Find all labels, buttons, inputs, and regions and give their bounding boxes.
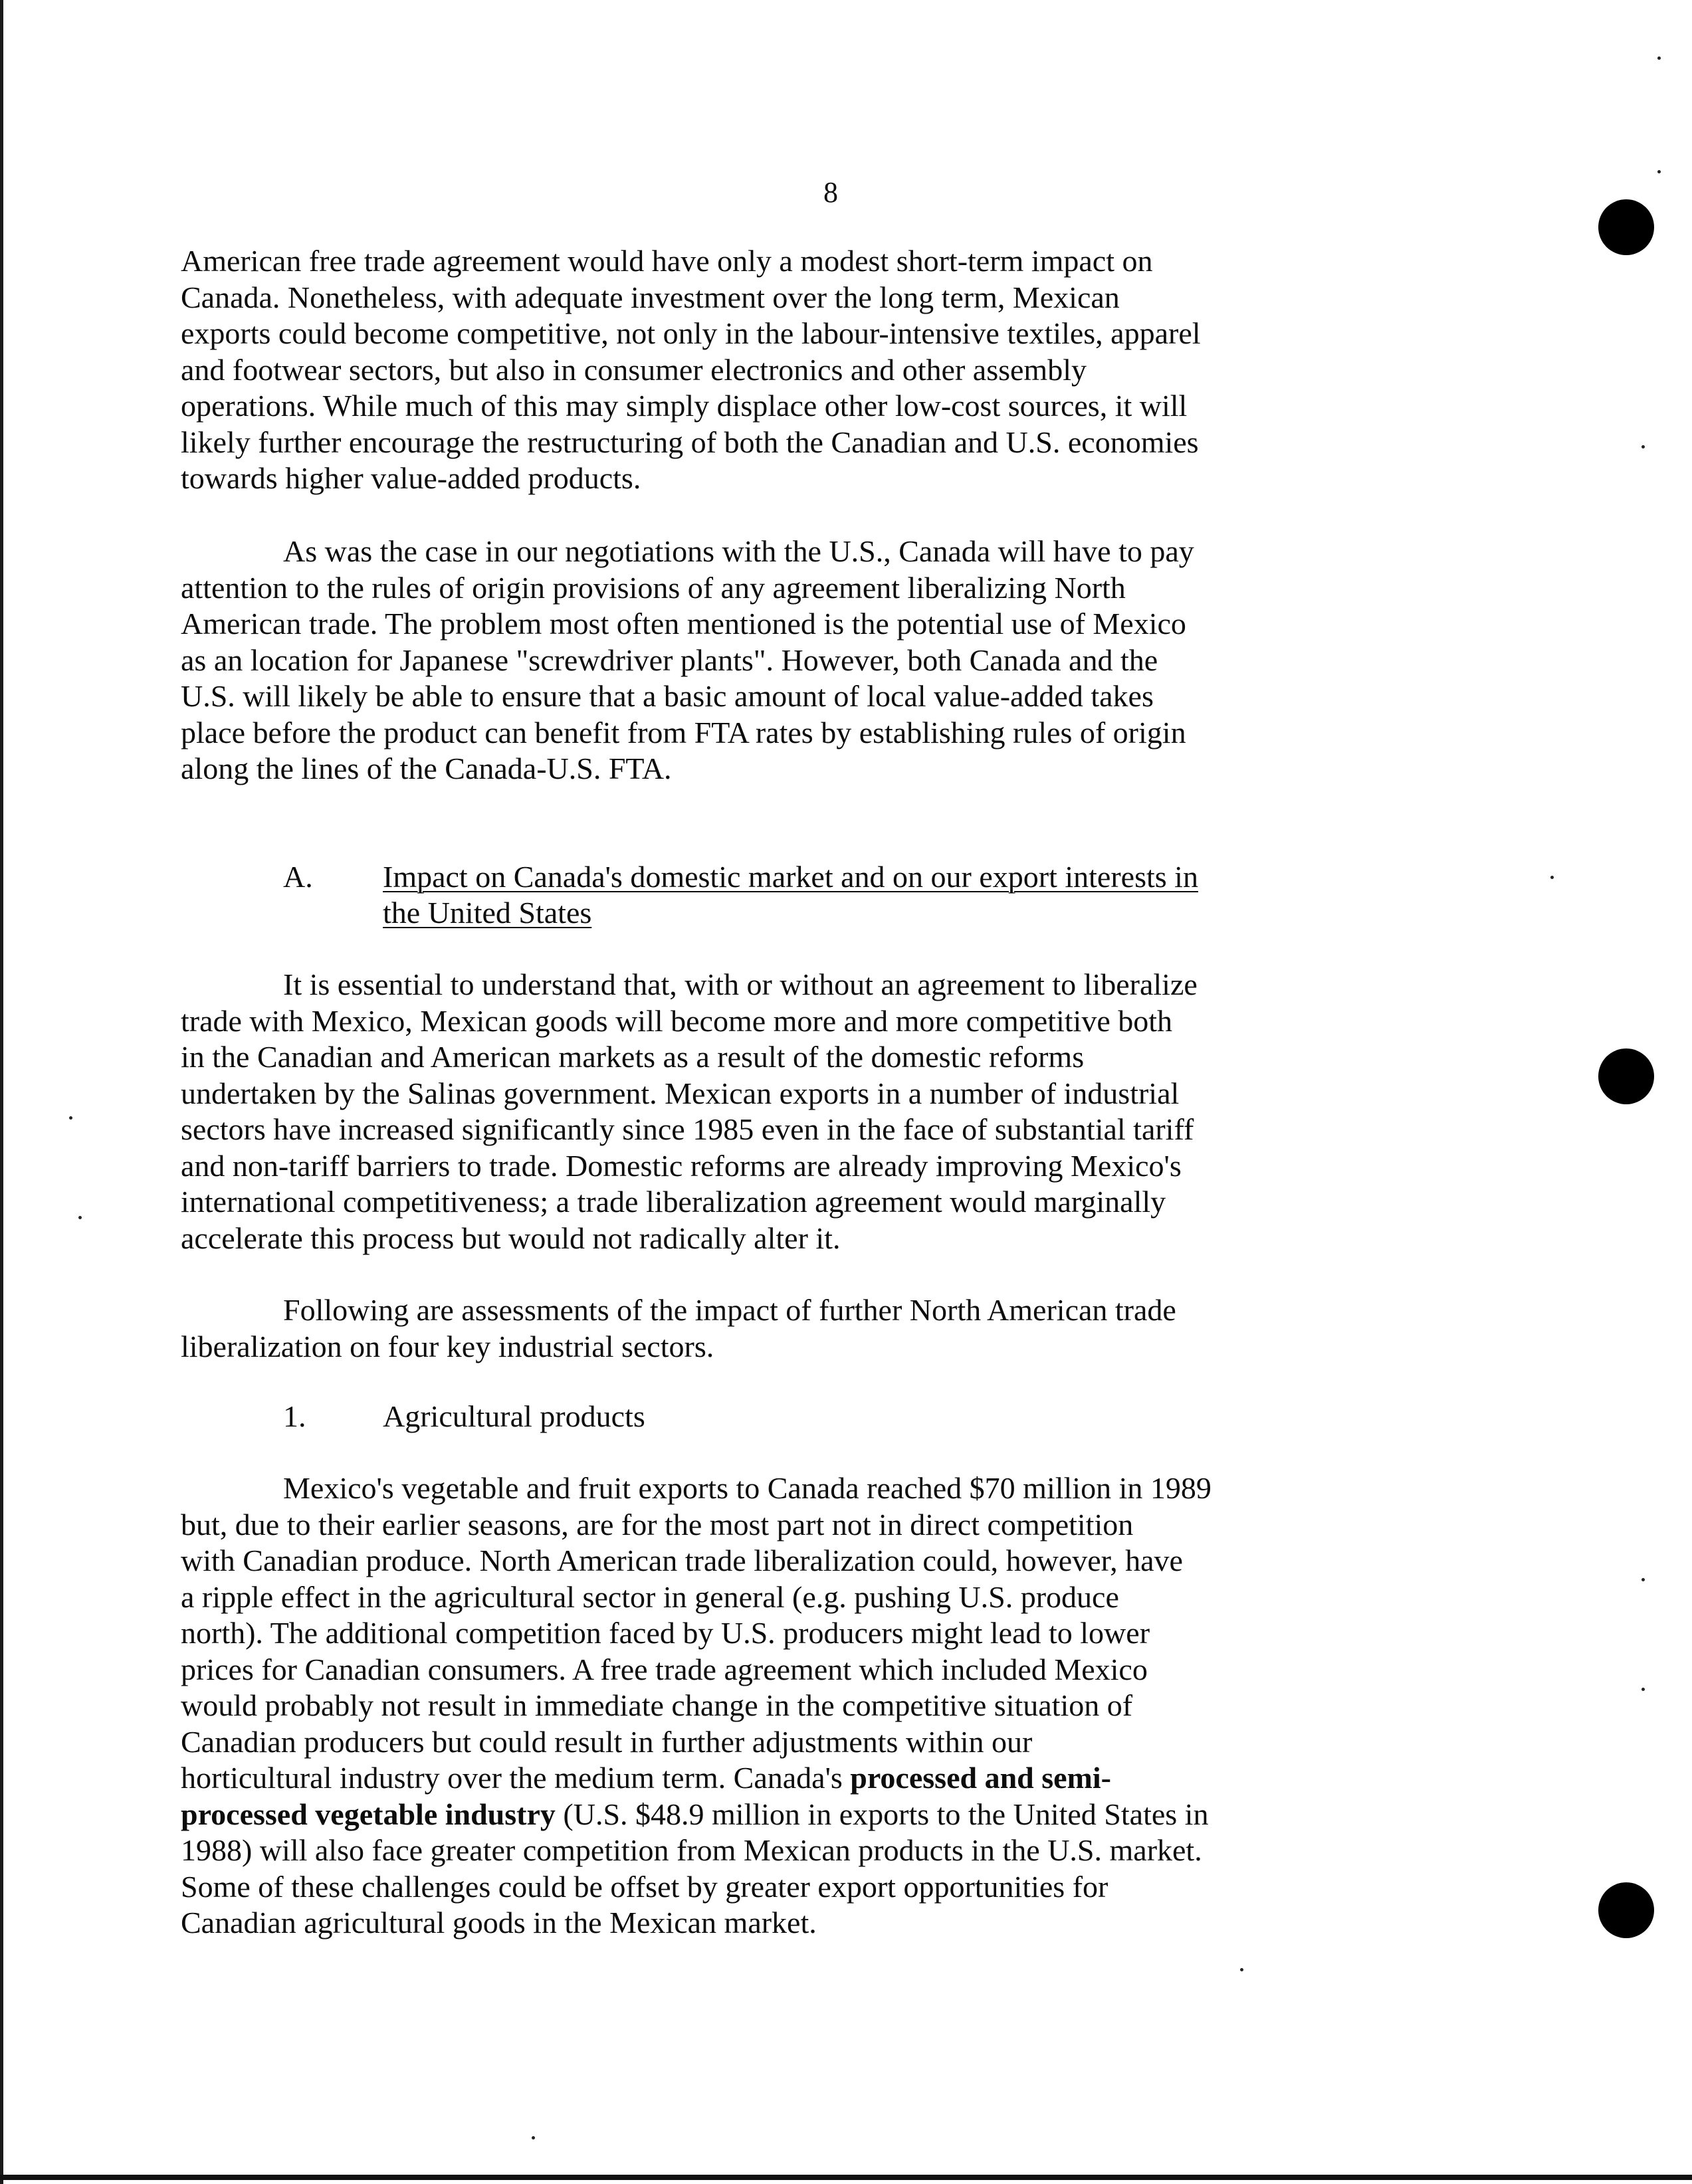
text-line: American trade. The problem most often mentioned is the potential use of Mexico: [181, 607, 1186, 641]
scan-speck: [1641, 1578, 1645, 1581]
scan-speck: [1641, 1688, 1645, 1691]
scan-speck: [1240, 1968, 1243, 1971]
scan-speck: [69, 1116, 72, 1120]
text-line: 1988) will also face greater competition from Mexican products in the U.S. market.: [181, 1833, 1202, 1867]
text-line: Mexico's vegetable and fruit exports to Canada reached $70 million in 1989: [283, 1471, 1212, 1505]
text-line: Canadian producers but could result in further adjustments within our: [181, 1724, 1033, 1759]
text-line: place before the product can benefit from FTA rates by establishing rules of origin: [181, 715, 1186, 749]
text-line: with Canadian produce. North American trade liberalization could, however, have: [181, 1543, 1183, 1577]
scan-speck: [78, 1216, 82, 1219]
page-left-edge: [0, 0, 3, 2184]
text-line: and non-tariff barriers to trade. Domestic reforms are already improving Mexico's: [181, 1148, 1182, 1183]
page-bottom-edge: [0, 2175, 1692, 2180]
text-line: trade with Mexico, Mexican goods will become more and more competitive both: [181, 1003, 1173, 1038]
subsection-title: Agricultural products: [383, 1399, 645, 1433]
punch-hole: [1598, 1882, 1654, 1938]
text-run: horticultural industry over the medium term. Canada's: [181, 1761, 851, 1795]
text-line: north). The additional competition faced by U.S. producers might lead to lower: [181, 1616, 1150, 1650]
paragraph-5: [181, 1470, 1489, 1941]
text-line: exports could become competitive, not only in the labour-intensive textiles, apparel: [181, 316, 1201, 350]
text-line: but, due to their earlier seasons, are for the most part not in direct competition: [181, 1507, 1134, 1541]
page-number: 8: [823, 176, 838, 209]
text-line: liberalization on four key industrial sectors.: [181, 1329, 714, 1363]
text-line: as an location for Japanese "screwdriver plants". However, both Canada and the: [181, 643, 1158, 677]
section-label: A.: [283, 860, 313, 894]
punch-hole: [1598, 199, 1654, 255]
scan-speck: [1550, 876, 1554, 879]
text-line: international competitiveness; a trade liberalization agreement would marginally: [181, 1185, 1166, 1219]
paragraph-4: [181, 1292, 1489, 1365]
text-line: U.S. will likely be able to ensure that a basic amount of local value-added takes: [181, 679, 1154, 713]
section-title: [383, 859, 1513, 931]
text-line: Following are assessments of the impact of further North American trade: [283, 1293, 1176, 1327]
text-line: Canadian agricultural goods in the Mexican market.: [181, 1906, 817, 1939]
text-line: [181, 1760, 1489, 1797]
punch-hole: [1598, 1048, 1654, 1104]
text-line: likely further encourage the restructuring of both the Canadian and U.S. economies: [181, 425, 1199, 459]
text-line: sectors have increased significantly since 1985 even in the face of substantial tariff: [181, 1112, 1194, 1146]
text-line: accelerate this process but would not radically alter it.: [181, 1221, 841, 1255]
scan-speck: [1657, 170, 1661, 173]
section-title-line: the United States: [383, 896, 592, 930]
text-line: would probably not result in immediate change in the competitive situation of: [181, 1688, 1133, 1722]
scan-speck: [1641, 445, 1645, 448]
bold-term: processed and semi-: [850, 1761, 1111, 1795]
text-line: It is essential to understand that, with or without an agreement to liberalize: [283, 967, 1198, 1001]
scan-speck: [1657, 56, 1661, 60]
text-line: towards higher value-added products.: [181, 461, 641, 495]
section-title-line: Impact on Canada's domestic market and on our export interests in: [383, 860, 1198, 894]
subsection-label: 1.: [283, 1399, 306, 1433]
text-line: American free trade agreement would have only a modest short-term impact on: [181, 244, 1153, 278]
text-line: As was the case in our negotiations with the U.S., Canada will have to pay: [283, 534, 1194, 568]
text-run: (U.S. $48.9 million in exports to the United States in: [555, 1797, 1209, 1831]
text-line: in the Canadian and American markets as a result of the domestic reforms: [181, 1040, 1085, 1074]
paragraph-2: [181, 534, 1489, 787]
paragraph-1: [181, 243, 1489, 497]
text-line: along the lines of the Canada-U.S. FTA.: [181, 751, 672, 785]
text-line: Some of these challenges could be offset by greater export opportunities for: [181, 1869, 1109, 1904]
text-line: operations. While much of this may simply displace other low-cost sources, it will: [181, 389, 1188, 423]
scan-speck: [532, 2136, 535, 2139]
text-line: prices for Canadian consumers. A free trade agreement which included Mexico: [181, 1652, 1148, 1686]
text-line: a ripple effect in the agricultural sector in general (e.g. pushing U.S. produce: [181, 1579, 1119, 1614]
text-line: [181, 1797, 1489, 1833]
text-line: and footwear sectors, but also in consumer electronics and other assembly: [181, 352, 1087, 387]
text-line: attention to the rules of origin provisions of any agreement liberalizing North: [181, 570, 1126, 605]
bold-term: processed vegetable industry: [181, 1797, 556, 1831]
text-line: Canada. Nonetheless, with adequate investment over the long term, Mexican: [181, 280, 1120, 314]
text-line: undertaken by the Salinas government. Mexican exports in a number of industrial: [181, 1076, 1180, 1110]
paragraph-3: [181, 967, 1489, 1256]
